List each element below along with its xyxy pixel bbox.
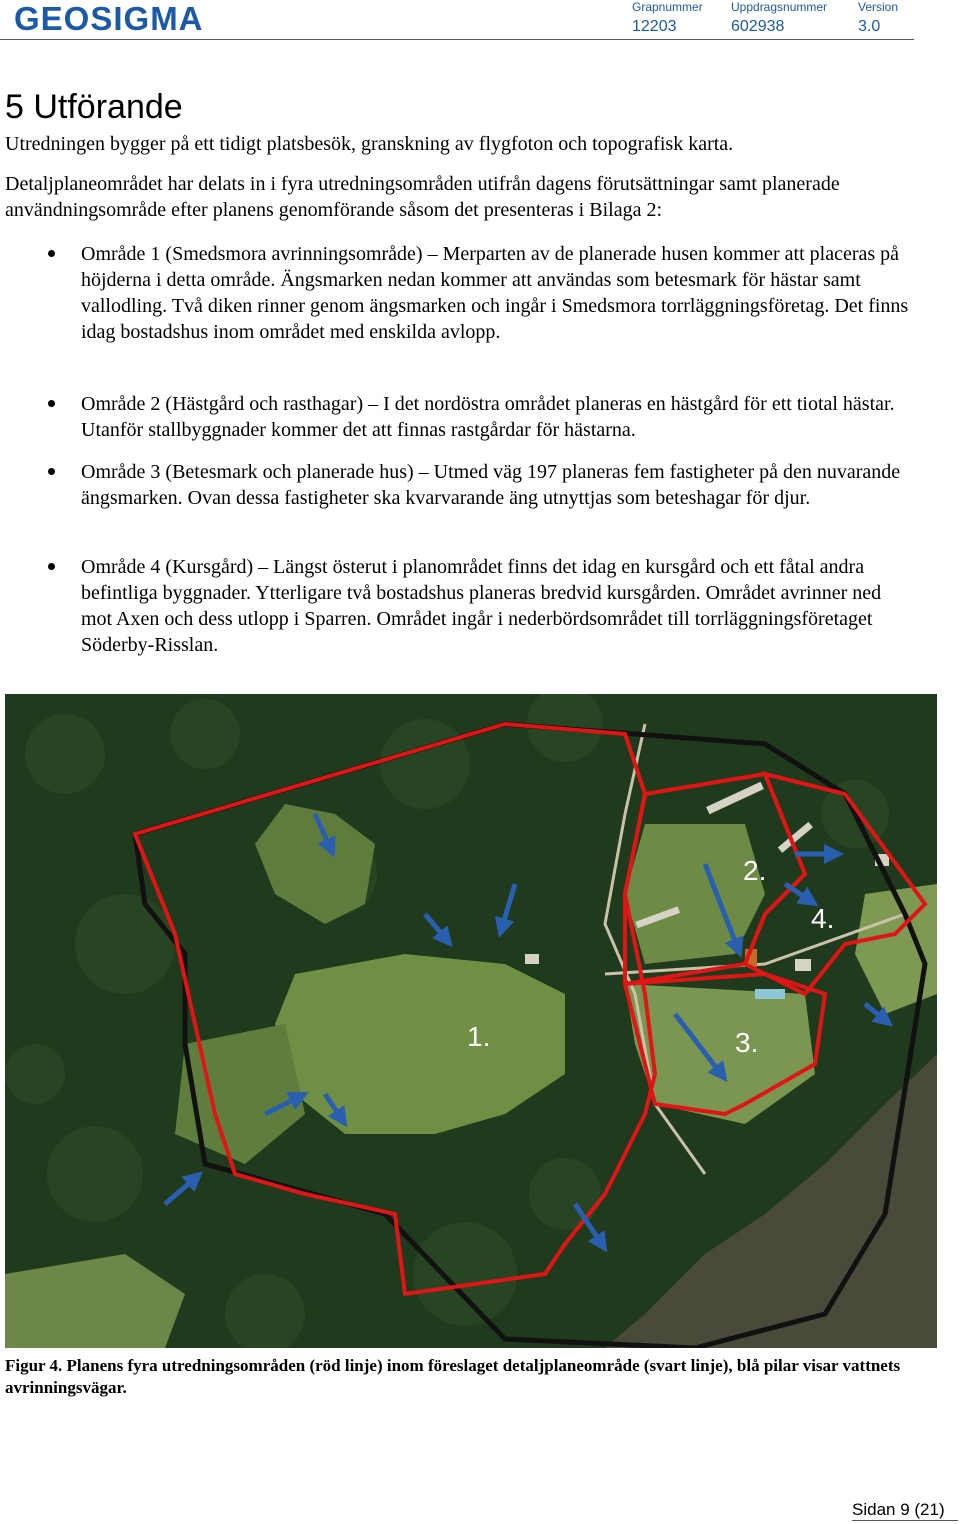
bullet-marker — [48, 563, 55, 570]
bullet-marker — [48, 400, 55, 407]
list-item: Område 4 (Kursgård) – Längst österut i planområdet finns det idag en kursgård och ett fåtal andra befintliga byggnader. Ytterligare två bostadshus planeras bredvid kursgården. Området avrinner ned mot Axen och dess utlopp i Sparren. Området ingår i nederbördsområdet till torrläggningsföretaget Söderby-Risslan. — [81, 556, 882, 656]
area-label-4: 4. — [811, 903, 835, 934]
area-label-1: 1. — [467, 1021, 491, 1052]
aerial-map — [5, 694, 937, 1348]
list-item: Område 3 (Betesmark och planerade hus) – Utmed väg 197 planeras fem fastigheter på den nuvarande ängsmarken. Ovan dessa fastigheter ska kvarvarande äng utnyttjas som beteshagar för djur. — [81, 461, 901, 509]
page-number: Sidan 9 (21) — [852, 1500, 945, 1519]
intro-paragraph: Utredningen bygger på ett tidigt platsbesök, granskning av flygfoton och topografisk karta. — [5, 133, 734, 155]
geosigma-logo: GEOSIGMA — [14, 0, 204, 37]
areas-paragraph: Detaljplaneområdet har delats in i fyra utredningsområden utifrån dagens förutsättningar samt planerade användningsområde efter planens genomförande såsom det presenteras i Bilaga 2: — [5, 173, 840, 221]
page-header — [0, 0, 960, 44]
area-label-3: 3. — [735, 1027, 759, 1058]
bullet-marker — [48, 250, 55, 257]
header-value: 602938 — [731, 18, 785, 35]
header-value: 3.0 — [858, 18, 881, 35]
header-label: Uppdragsnummer — [731, 0, 828, 14]
area-label-2: 2. — [743, 855, 767, 886]
section-title: 5 Utförande — [5, 88, 183, 126]
header-label: Version — [858, 0, 899, 14]
figure-caption: Figur 4. Planens fyra utredningsområden (röd linje) inom föreslaget detaljplaneområde (svart linje), blå pilar visar vattnets avrinningsvägar. — [5, 1356, 901, 1397]
aerial-map-svg — [5, 694, 937, 1348]
footer-rule — [852, 1520, 958, 1521]
list-item: Område 2 (Hästgård och rasthagar) – I det nordöstra området planeras en hästgård för ett tiotal hästar. Utanför stallbyggnader kommer det att finnas rastgårdar för hästarna. — [81, 393, 895, 441]
header-value: 12203 — [632, 18, 677, 35]
bullet-marker — [48, 468, 55, 475]
list-item: Område 1 (Smedsmora avrinningsområde) – Merparten av de planerade husen kommer att placeras på höjderna i detta område. Ängsmarken nedan kommer att användas som betesmark för hästar samt vallodling. Två diken rinner genom ängsmarken och ingår i Smedsmora torrläggningsföretag. Det finns idag bostadshus inom området med enskilda avlopp. — [81, 243, 909, 343]
header-rule — [0, 39, 914, 40]
header-label: Grapnummer — [632, 0, 703, 14]
